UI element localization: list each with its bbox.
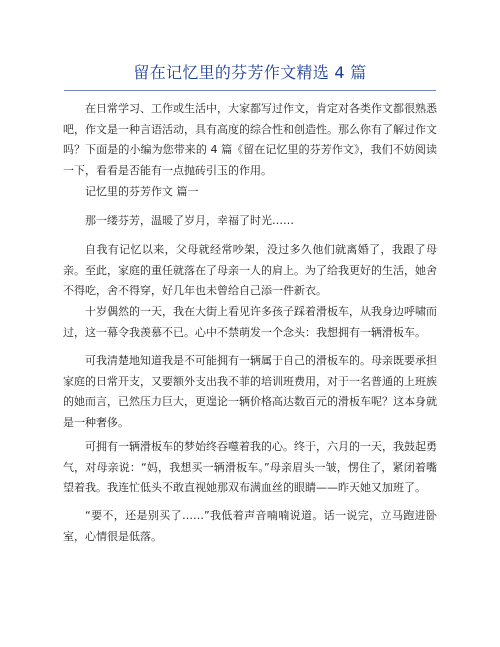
paragraph-5: 可拥有一辆滑板车的梦始终吞噬着我的心。终于，六月的一天，我鼓起勇气，对母亲说：“妈，我想买一辆滑板车。”母亲眉头一皱，愣住了，紧闭着嘴望着我。我连忙低头不敢直视她那双布满血丝的眼睛——昨天她又加班了。 xyxy=(63,440,437,494)
paragraph-3: 十岁偶然的一天，我在大街上看见许多孩子踩着滑板车，从我身边呼啸而过，这一幕令我羡慕不已。心中不禁萌发一个念头：我想拥有一辆滑板车。 xyxy=(63,305,437,339)
title-underline xyxy=(64,90,436,91)
paragraph-4: 可我清楚地知道我是不可能拥有一辆属于自己的滑板车的。母亲既要承担家庭的日常开支，又要额外支出我不菲的培训班费用，对于一名普通的上班族的她而言，已然压力巨大，更遑论一辆价格高达数百元的滑板车呢？这本身就是一种奢侈。 xyxy=(63,354,437,429)
intro-paragraph: 在日常学习、工作或生活中，大家都写过作文，肯定对各类作文都很熟悉吧，作文是一种言语活动，具有高度的综合性和创造性。那么你有了解过作文吗？下面是的小编为您带来的 4 篇《留在记忆里的芬芳作文》，我们不妨阅读一下，看看是否能有一点抛砖引玉的作用。 xyxy=(63,102,437,177)
paragraph-1: 那一缕芬芳，温暖了岁月，幸福了时光…… xyxy=(85,214,294,227)
paragraph-2: 自我有记忆以来，父母就经常吵架，没过多久他们就离婚了，我跟了母亲。至此，家庭的重任就落在了母亲一人的肩上。为了给我更好的生活，她舍不得吃，舍不得穿，好几年也未曾给自己添一件新衣。 xyxy=(63,243,437,297)
page-title: 留在记忆里的芬芳作文精选 4 篇 xyxy=(133,63,367,82)
section-heading: 记忆里的芬芳作文 篇一 xyxy=(85,185,199,198)
paragraph-6: “要不，还是别买了……”我低着声音喃喃说道。话一说完，立马跑进卧室，心情很是低落。 xyxy=(63,509,437,543)
